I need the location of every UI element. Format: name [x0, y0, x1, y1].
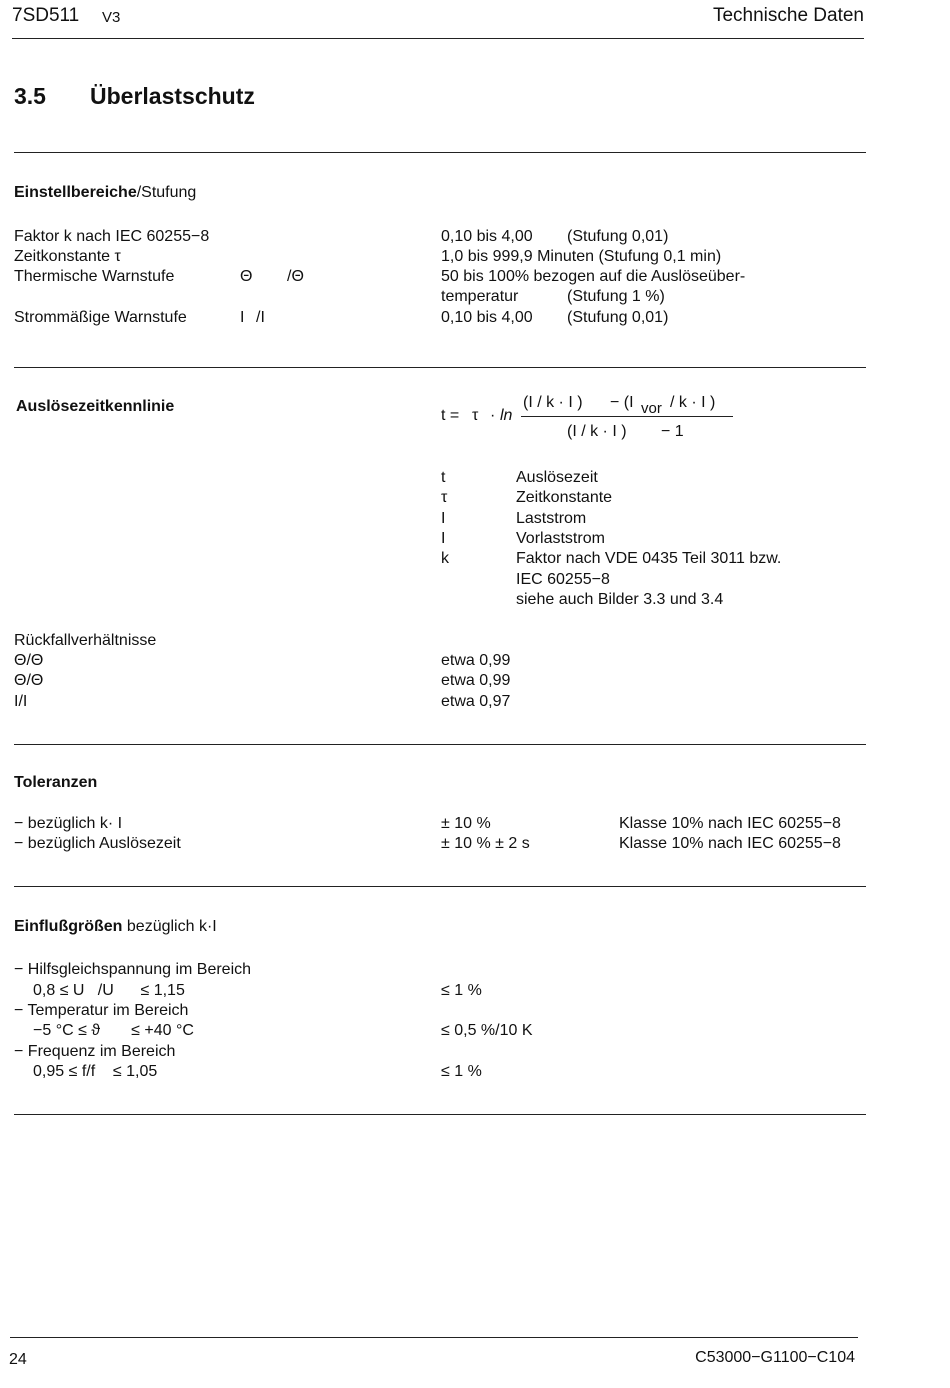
- setting-value: 1,0 bis 999,9 Minuten (Stufung 0,1 min): [441, 248, 722, 265]
- dropout-value: etwa 0,99: [441, 652, 511, 669]
- formula-tau: τ: [472, 407, 479, 424]
- influence-label: − Temperatur im Bereich: [14, 1002, 189, 1019]
- influence-value: ≤ 0,5 %/10 K: [441, 1022, 533, 1039]
- legend-text: Vorlaststrom: [516, 530, 605, 547]
- influence-heading-bold: Einflußgrößen: [14, 918, 123, 935]
- tolerance-label: − bezüglich Auslösezeit: [14, 835, 181, 852]
- legend-text: Laststrom: [516, 510, 587, 527]
- formula-numerator-vor: vor: [641, 400, 662, 417]
- settings-heading-rest: /Stufung: [136, 184, 197, 201]
- setting-symbol: /Θ: [287, 268, 304, 285]
- footer-page-number: 24: [9, 1351, 27, 1368]
- influence-label: − Frequenz im Bereich: [14, 1043, 176, 1060]
- setting-symbol: Θ: [240, 268, 253, 285]
- dropout-value: etwa 0,99: [441, 672, 511, 689]
- section-number: 3.5: [14, 83, 46, 109]
- divider: [14, 1114, 866, 1115]
- setting-value: 0,10 bis 4,00: [441, 309, 533, 326]
- formula-numerator-b: / k · I ): [670, 394, 716, 411]
- influence-condition: −5 °C ≤ ϑ ≤ +40 °C: [33, 1022, 194, 1039]
- setting-value-cont: temperatur: [441, 288, 519, 305]
- formula-numerator-a: (I / k · I ): [523, 394, 583, 411]
- setting-symbol: I: [240, 309, 245, 326]
- legend-text: Auslösezeit: [516, 469, 598, 486]
- influence-heading: [14, 917, 217, 937]
- tolerance-value: ± 10 % ± 2 s: [441, 835, 530, 852]
- divider: [14, 886, 866, 887]
- settings-heading-bold: Einstellbereiche: [14, 184, 137, 201]
- influence-heading-rest: bezüglich k·I: [126, 918, 217, 935]
- setting-value: 50 bis 100% bezogen auf die Auslöseüber-: [441, 268, 746, 285]
- curve-heading: Auslösezeitkennlinie: [16, 398, 175, 415]
- setting-note: (Stufung 0,01): [567, 309, 669, 326]
- setting-label: Faktor k nach IEC 60255−8: [14, 228, 210, 245]
- setting-label: Thermische Warnstufe: [14, 268, 175, 285]
- formula-fraction-bar: [521, 416, 733, 417]
- footer-rule: [10, 1337, 858, 1338]
- legend-symbol: I: [441, 510, 446, 527]
- setting-note: (Stufung 1 %): [567, 288, 665, 305]
- legend-symbol: t: [441, 469, 446, 486]
- setting-label: Zeitkonstante τ: [14, 248, 121, 265]
- legend-symbol: τ: [441, 489, 448, 506]
- formula-denominator-a: (I / k · I ): [567, 423, 627, 440]
- tolerances-heading: Toleranzen: [14, 774, 98, 791]
- legend-text: siehe auch Bilder 3.3 und 3.4: [516, 591, 724, 608]
- legend-symbol: k: [441, 550, 449, 567]
- footer-doc-number: C53000−G1100−C104: [695, 1349, 855, 1366]
- tolerance-value: ± 10 %: [441, 815, 491, 832]
- legend-text: IEC 60255−8: [516, 571, 610, 588]
- dropout-heading: Rückfallverhältnisse: [14, 632, 157, 649]
- influence-condition: 0,95 ≤ f/f ≤ 1,05: [33, 1063, 158, 1080]
- formula-ln: ln: [500, 407, 513, 424]
- influence-label: − Hilfsgleichspannung im Bereich: [14, 961, 252, 978]
- legend-symbol: I: [441, 530, 446, 547]
- legend-text: Faktor nach VDE 0435 Teil 3011 bzw.: [516, 550, 782, 567]
- formula-denominator-b: − 1: [661, 423, 684, 440]
- header-title: Technische Daten: [712, 5, 864, 26]
- setting-value: 0,10 bis 4,00: [441, 228, 533, 245]
- dropout-value: etwa 0,97: [441, 693, 511, 710]
- influence-condition: 0,8 ≤ U /U ≤ 1,15: [33, 982, 185, 999]
- formula-dot: ·: [490, 407, 496, 424]
- divider: [14, 367, 866, 368]
- tolerance-class: Klasse 10% nach IEC 60255−8: [619, 815, 841, 832]
- setting-symbol: /I: [256, 309, 265, 326]
- dropout-label: Θ/Θ: [14, 652, 44, 669]
- legend-text: Zeitkonstante: [516, 489, 613, 506]
- setting-note: (Stufung 0,01): [567, 228, 669, 245]
- influence-value: ≤ 1 %: [441, 982, 482, 999]
- tolerance-label: − bezüglich k· I: [14, 815, 123, 832]
- setting-label: Strommäßige Warnstufe: [14, 309, 187, 326]
- dropout-label: Θ/Θ: [14, 672, 44, 689]
- formula-numerator-minus: − (I: [610, 394, 634, 411]
- formula-lhs: t =: [441, 407, 460, 424]
- header-rule: [12, 38, 864, 39]
- settings-heading: [14, 183, 196, 203]
- influence-value: ≤ 1 %: [441, 1063, 482, 1080]
- dropout-label: I/I: [14, 693, 28, 710]
- tolerance-class: Klasse 10% nach IEC 60255−8: [619, 835, 841, 852]
- header-version: V3: [102, 9, 121, 26]
- divider: [14, 152, 866, 153]
- section-title: Überlastschutz: [90, 83, 255, 109]
- divider: [14, 744, 866, 745]
- header-model: 7SD511: [12, 5, 80, 26]
